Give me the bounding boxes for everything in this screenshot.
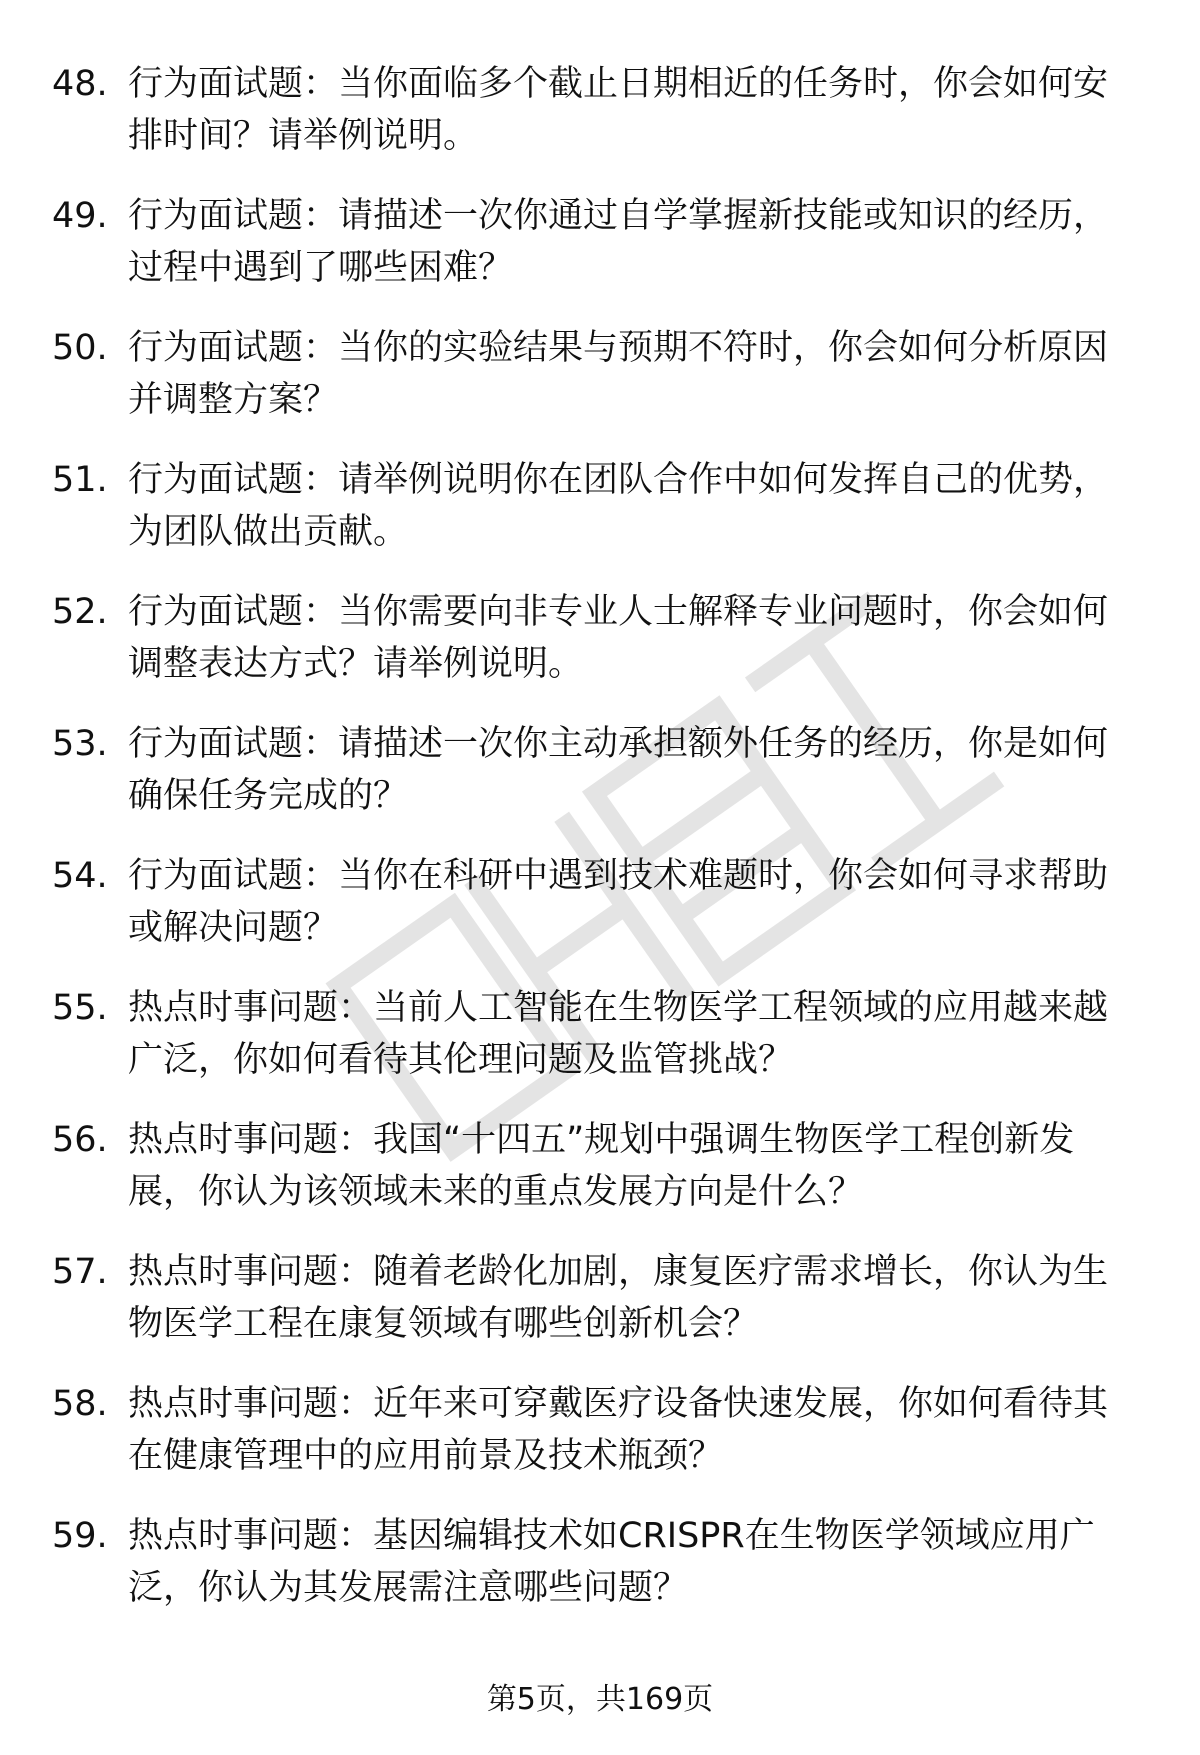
question-number: 51.: [52, 460, 108, 500]
page-number-footer: 第5页，共169页: [486, 1682, 714, 1717]
list-item: [0, 190, 1200, 299]
list-item: [0, 454, 1200, 563]
question-number: 57.: [52, 1252, 108, 1292]
question-number: 59.: [52, 1516, 108, 1556]
question-list: [0, 58, 1200, 1642]
list-item: [0, 1114, 1200, 1223]
list-item: [0, 718, 1200, 827]
list-item: [0, 58, 1200, 167]
question-text: 热点时事问题：近年来可穿戴医疗设备快速发展，你如何看待其在健康管理中的应用前景及技术瓶颈？: [128, 1384, 1109, 1476]
list-item: [0, 1510, 1200, 1619]
question-number: 52.: [52, 592, 108, 632]
question-number: 55.: [52, 988, 108, 1028]
list-item: [0, 850, 1200, 959]
question-number: 49.: [52, 196, 108, 236]
question-number: 53.: [52, 724, 108, 764]
question-text: 热点时事问题：基因编辑技术如CRISPR在生物医学领域应用广泛，你认为其发展需注意哪些问题？: [128, 1516, 1095, 1608]
question-number: 48.: [52, 64, 108, 104]
question-text: 热点时事问题：我国“十四五”规划中强调生物医学工程创新发展，你认为该领域未来的重点发展方向是什么？: [128, 1120, 1075, 1212]
question-text: 行为面试题：请描述一次你通过自学掌握新技能或知识的经历，过程中遇到了哪些困难？: [128, 196, 1109, 288]
question-text: 行为面试题：请举例说明你在团队合作中如何发挥自己的优势，为团队做出贡献。: [128, 460, 1109, 552]
question-text: 行为面试题：当你在科研中遇到技术难题时，你会如何寻求帮助或解决问题？: [128, 856, 1109, 948]
question-number: 56.: [52, 1120, 108, 1160]
list-item: [0, 322, 1200, 431]
question-number: 50.: [52, 328, 108, 368]
list-item: [0, 1246, 1200, 1355]
question-text: 行为面试题：当你的实验结果与预期不符时，你会如何分析原因并调整方案？: [128, 328, 1109, 420]
question-number: 58.: [52, 1384, 108, 1424]
question-text: 行为面试题：当你需要向非专业人士解释专业问题时，你会如何调整表达方式？请举例说明。: [128, 592, 1109, 684]
list-item: [0, 586, 1200, 695]
question-text: 行为面试题：当你面临多个截止日期相近的任务时，你会如何安排时间？请举例说明。: [128, 64, 1109, 156]
question-text: 行为面试题：请描述一次你主动承担额外任务的经历，你是如何确保任务完成的？: [128, 724, 1109, 816]
question-number: 54.: [52, 856, 108, 896]
question-text: 热点时事问题：当前人工智能在生物医学工程领域的应用越来越广泛，你如何看待其伦理问题及监管挑战？: [128, 988, 1109, 1080]
list-item: [0, 982, 1200, 1091]
question-text: 热点时事问题：随着老龄化加剧，康复医疗需求增长，你认为生物医学工程在康复领域有哪些创新机会？: [128, 1252, 1109, 1344]
list-item: [0, 1378, 1200, 1487]
